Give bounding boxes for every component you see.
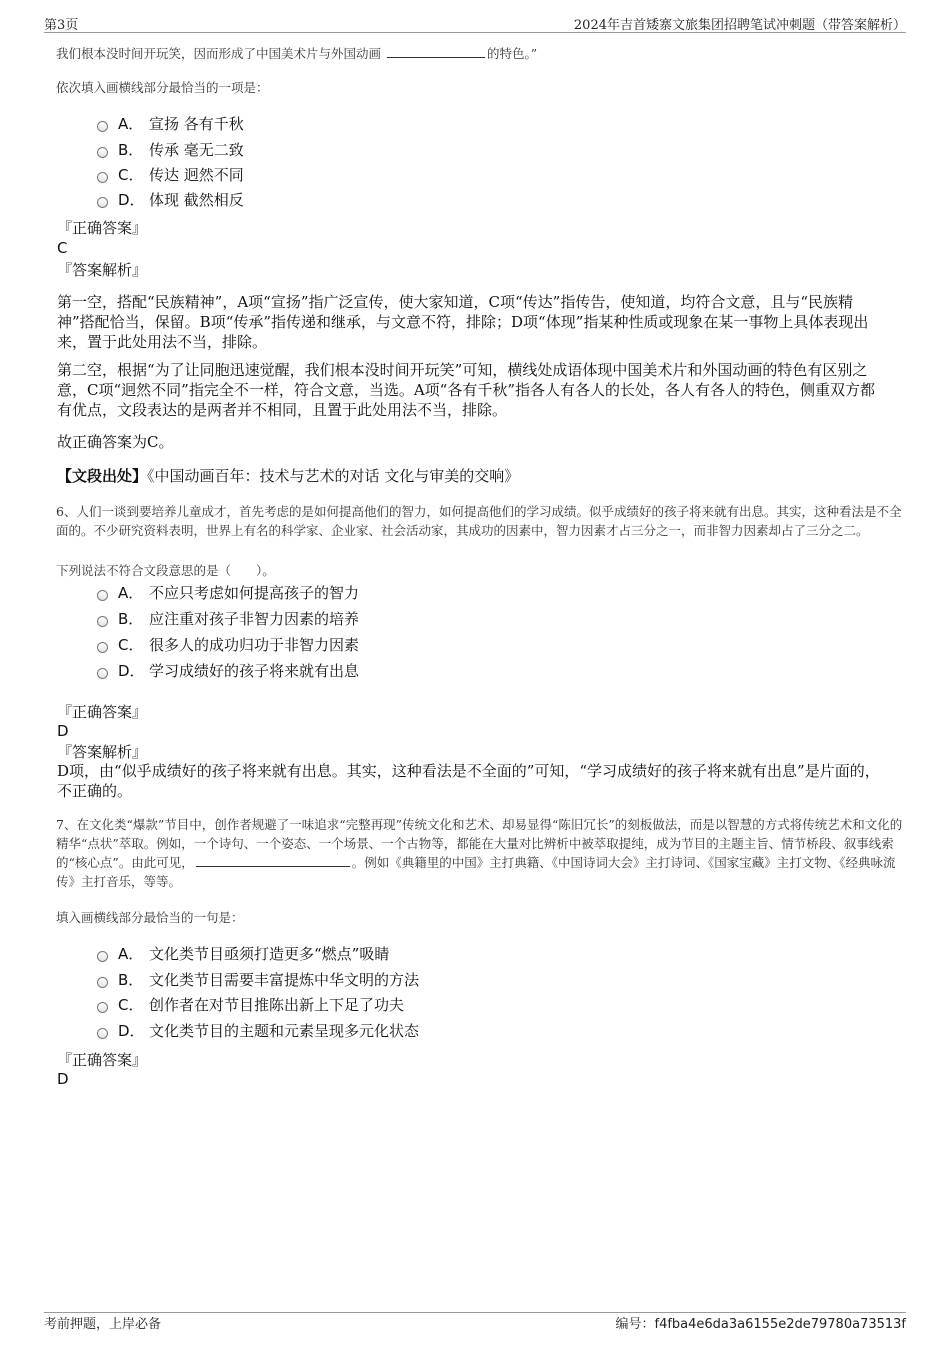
q6-analysis: D项，由“似乎成绩好的孩子将来就有出息。其实，这种看法是不全面的”可知，“学习成绩好的孩子将来就有出息”是片面的，不正确的。 [57, 762, 880, 800]
radio-icon[interactable] [97, 121, 108, 132]
q7-answer-label: 『正确答案』 [57, 1051, 148, 1069]
q7-option-a[interactable]: A． 文化类节目亟须打造更多“燃点”吸睛 [97, 942, 389, 966]
q5-option-b[interactable]: B． 传承 毫无二致 [97, 138, 244, 162]
q5-source: 【文段出处】《中国动画百年：技术与艺术的对话 文化与审美的交响》 [57, 467, 520, 485]
q6-option-d[interactable]: D． 学习成绩好的孩子将来就有出息 [97, 659, 359, 683]
q6-answer: D [57, 722, 69, 740]
radio-icon[interactable] [97, 172, 108, 183]
q6-option-b[interactable]: B． 应注重对孩子非智力因素的培养 [97, 607, 359, 631]
radio-icon[interactable] [97, 1028, 108, 1039]
q7-option-c[interactable]: C． 创作者在对节目推陈出新上下足了功夫 [97, 993, 404, 1017]
document-title: 2024年吉首矮寨文旅集团招聘笔试冲刺题（带答案解析） [573, 18, 906, 33]
q7-prompt: 填入画横线部分最恰当的一句是： [56, 910, 244, 925]
header-divider [44, 32, 906, 33]
radio-icon[interactable] [97, 642, 108, 653]
q5-answer-label: 『正确答案』 [57, 219, 148, 237]
q5-option-c[interactable]: C． 传达 迥然不同 [97, 163, 244, 187]
radio-icon[interactable] [97, 1002, 108, 1013]
q6-stem: 6、人们一谈到要培养儿童成才，首先考虑的是如何提高他们的智力，如何提高他们的学习成绩。似乎成绩好的孩子将来就有出息。其实，这种看法是不全面的。不少研究资料表明，世界上有名的科学家、企业家、社会活动家，其成功的因素中，智力因素才占三分之一，而非智力因素却占了三分之二。 [56, 504, 902, 538]
q7-option-b[interactable]: B． 文化类节目需要丰富提炼中华文明的方法 [97, 968, 419, 992]
q5-analysis-p2: 第二空，根据“为了让同胞迅速觉醒，我们根本没时间开玩笑”可知，横线处成语体现中国美术片和外国动画的特色有区别之意，C项“迥然不同”指完全不一样，符合文意，当选。A项“各有千秋”指各人有各人的长处，各人有各人的特色，侧重双方都有优点，文段表达的是两者并不相同，且置于此处用法不当，排除。 [57, 361, 875, 419]
q6-answer-label: 『正确答案』 [57, 703, 148, 721]
radio-icon[interactable] [97, 197, 108, 208]
q7-stem: 7、在文化类“爆款”节目中，创作者规避了一味追求“完整再现”传统文化和艺术、却易显得“陈旧冗长”的刻板做法，而是以智慧的方式将传统艺术和文化的精华“点状”萃取。例如，一个诗句、一个姿态、一个场景、一个古物等，都能在大量对比辨析中被萃取提纯，成为节目的主题主旨、情节桥段、叙事线索的“核心点”。由此可见， 。例如《典籍里的中国》主打典籍、《中国诗词大会》主打诗词、《国家宝藏》主打文物、《经典咏流传》主打音乐，等等。 [56, 817, 903, 889]
q5-analysis-label: 『答案解析』 [57, 261, 148, 279]
q5-analysis-p1: 第一空，搭配“民族精神”，A项“宣扬”指广泛宣传，使大家知道，C项“传达”指传告，使知道，均符合文意，且与“民族精神”搭配恰当，保留。B项“传承”指传递和继承，与文意不符，排除；D项“体现”指某种性质或现象在某一事物上具体表现出来，置于此处用法不当，排除。 [57, 293, 869, 351]
q5-answer: C [57, 239, 68, 257]
radio-icon[interactable] [97, 977, 108, 988]
q6-prompt: 下列说法不符合文段意思的是（ ）。 [56, 563, 275, 578]
radio-icon[interactable] [97, 590, 108, 601]
q5-option-d[interactable]: D． 体现 截然相反 [97, 188, 244, 212]
q7-answer: D [57, 1070, 69, 1088]
q5-prompt: 依次填入画横线部分最恰当的一项是： [56, 80, 269, 95]
q5-blank-line [387, 44, 485, 58]
radio-icon[interactable] [97, 951, 108, 962]
q6-analysis-label: 『答案解析』 [57, 743, 148, 761]
q6-option-c[interactable]: C． 很多人的成功归功于非智力因素 [97, 633, 359, 657]
page-number: 第3页 [44, 18, 79, 33]
radio-icon[interactable] [97, 668, 108, 679]
radio-icon[interactable] [97, 616, 108, 627]
q5-option-a[interactable]: A． 宣扬 各有千秋 [97, 112, 244, 136]
q7-blank-line [196, 853, 350, 867]
q5-analysis-conclusion: 故正确答案为C。 [57, 433, 174, 451]
footer-code: 编号：f4fba4e6da3a6155e2de79780a73513f [615, 1317, 906, 1332]
q5-stem-tail: 我们根本没时间开玩笑，因而形成了中国美术片与外国动画 的特色。” [56, 46, 538, 61]
footer-slogan: 考前押题，上岸必备 [44, 1317, 162, 1332]
radio-icon[interactable] [97, 147, 108, 158]
q7-option-d[interactable]: D． 文化类节目的主题和元素呈现多元化状态 [97, 1019, 419, 1043]
q6-option-a[interactable]: A． 不应只考虑如何提高孩子的智力 [97, 581, 359, 605]
